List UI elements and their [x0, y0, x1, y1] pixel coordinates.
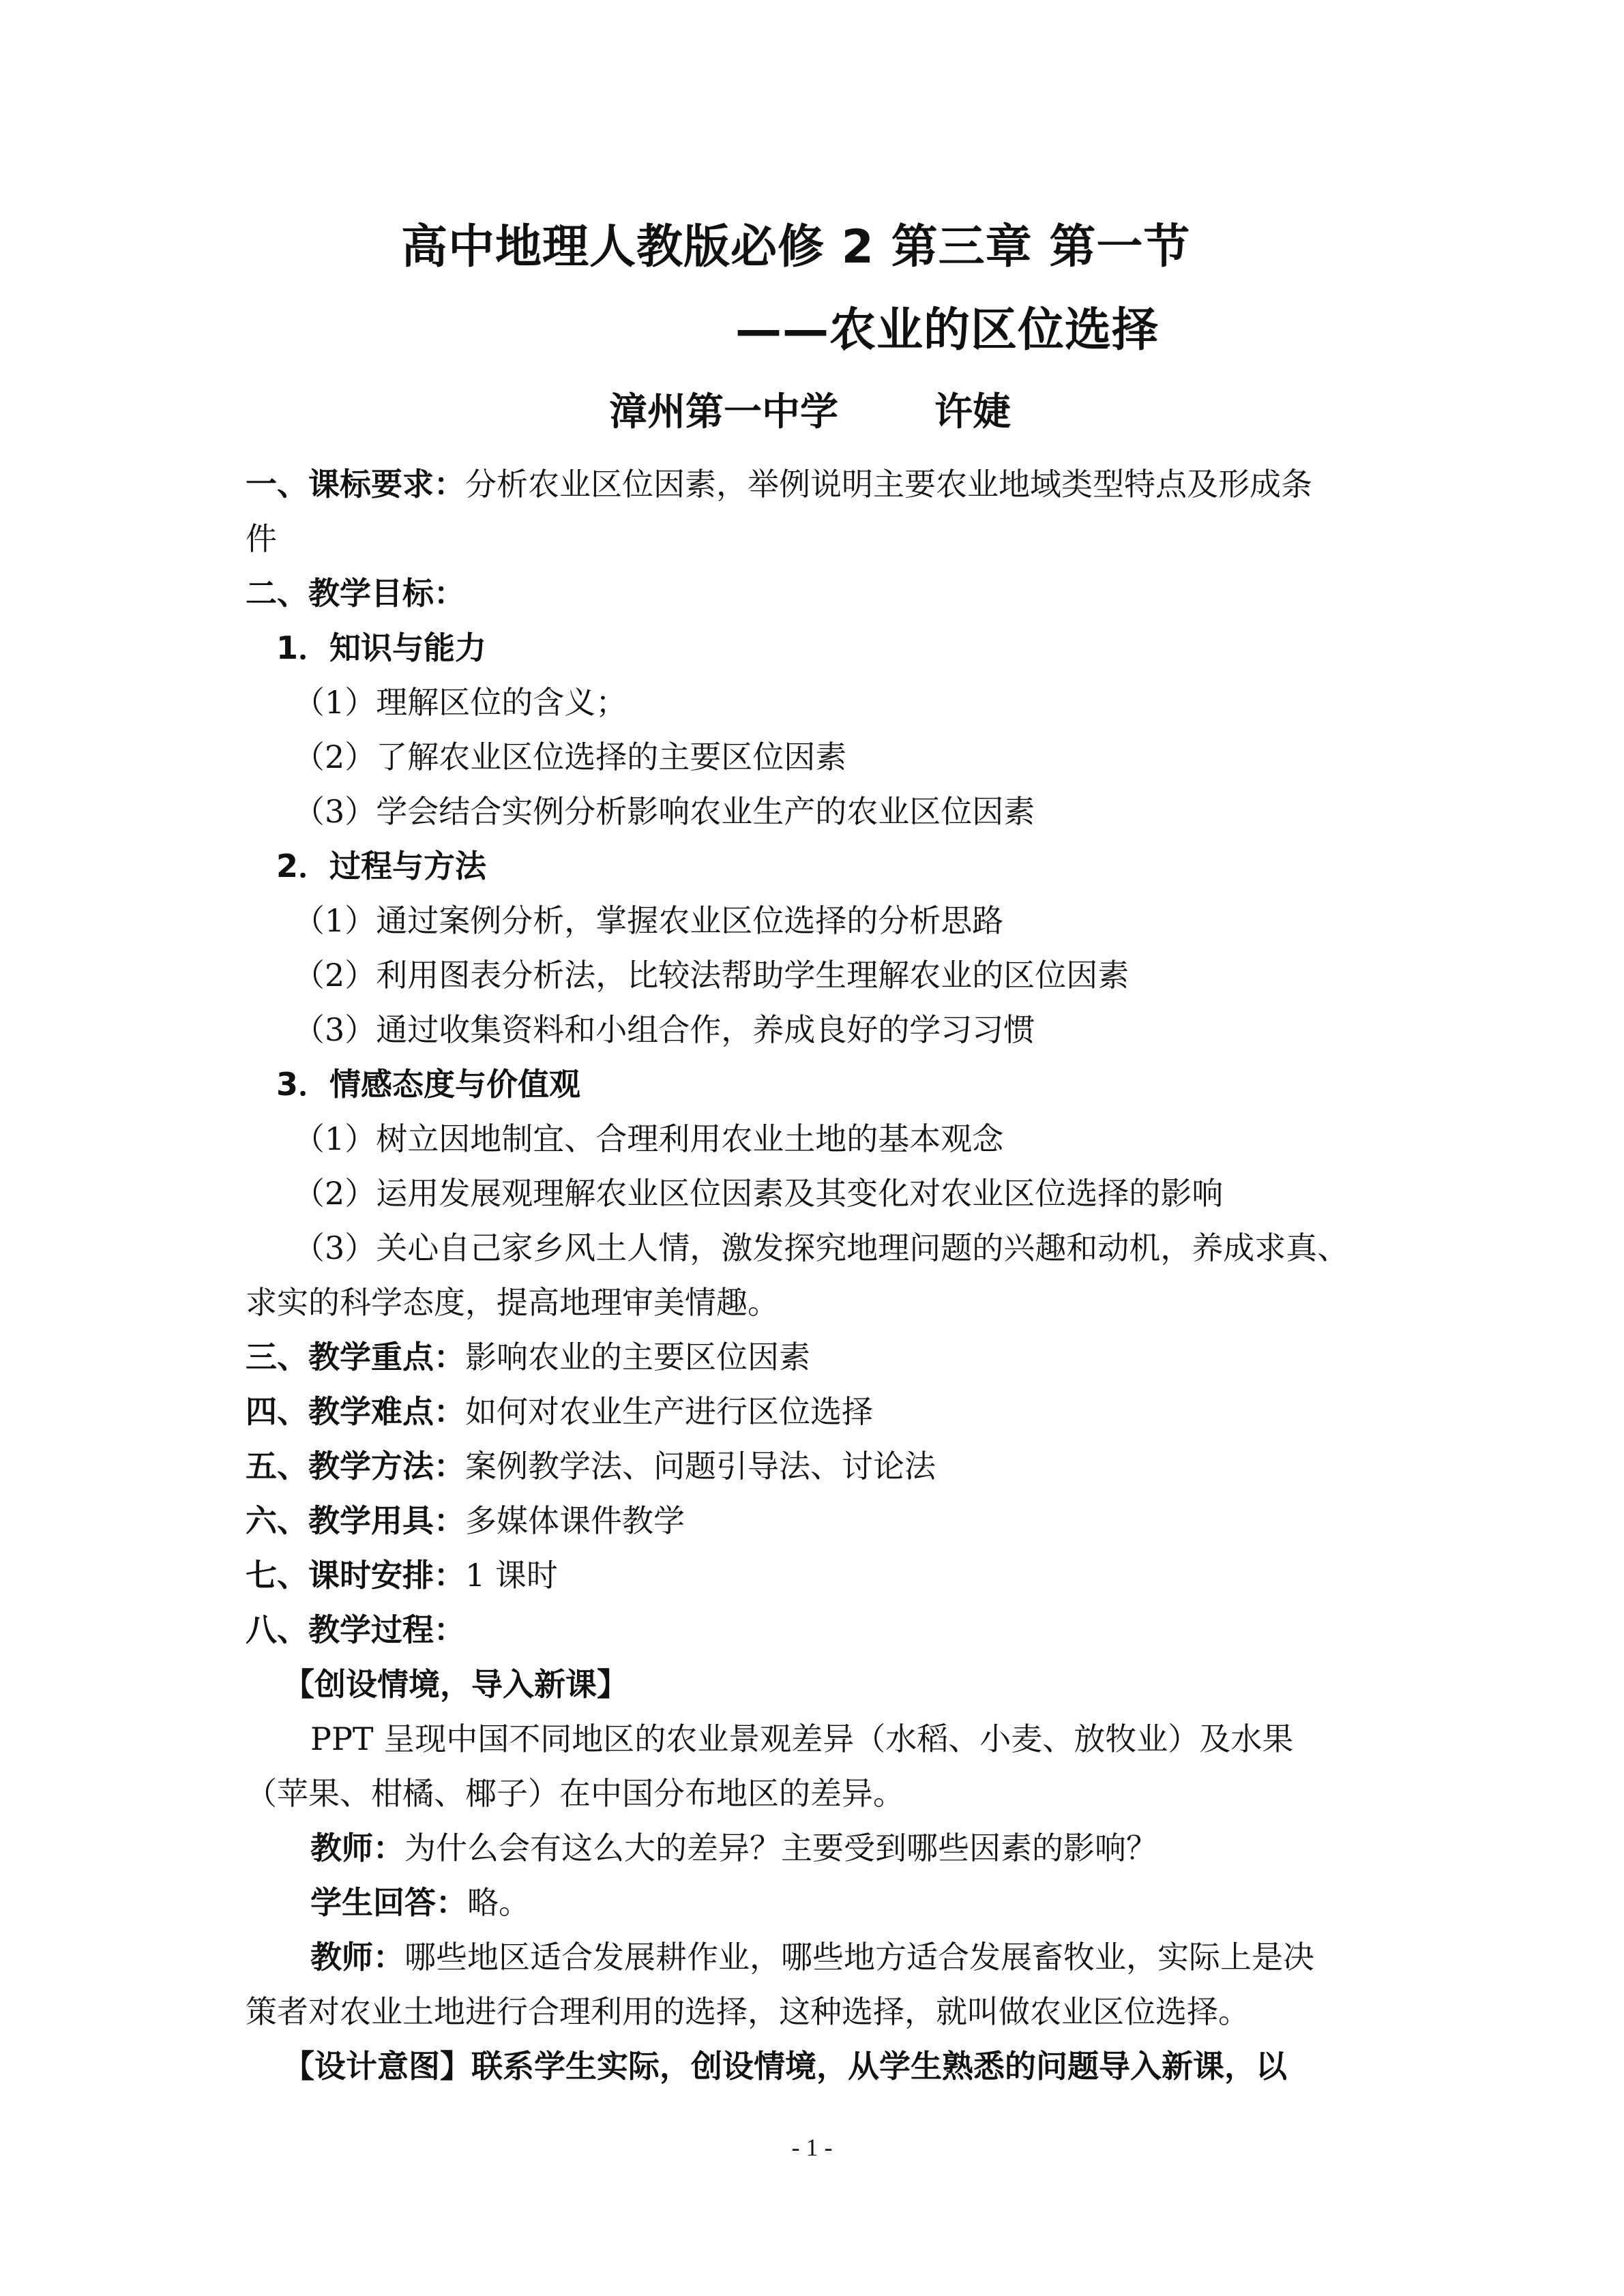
goal-2-item-3: （3）通过收集资料和小组合作，养成良好的学习习惯	[293, 1011, 1035, 1048]
goal-2-item-2: （2）利用图表分析法，比较法帮助学生理解农业的区位因素	[293, 957, 1130, 994]
section-1-label: 一、课标要求：	[246, 466, 465, 503]
intro-heading: 【创设情境，导入新课】	[283, 1666, 628, 1703]
ppt-line-2: （苹果、柑橘、椰子）在中国分布地区的差异。	[246, 1775, 904, 1812]
section-8-label: 八、教学过程：	[246, 1611, 465, 1648]
author-name: 许婕	[934, 390, 1011, 434]
page-number: - 1 -	[791, 2134, 833, 2161]
goal-1-heading: 1．知识与能力	[276, 629, 487, 666]
ppt-line-1: PPT 呈现中国不同地区的农业景观差异（水稻、小麦、放牧业）及水果	[310, 1720, 1294, 1757]
section-1	[246, 465, 1312, 503]
title-line-1: 高中地理人教版必修 2 第三章 第一节	[401, 220, 1191, 274]
goal-3-item-3-cont: 求实的科学态度，提高地理审美情趣。	[246, 1284, 779, 1321]
section-4: 四、教学难点：如何对农业生产进行区位选择	[246, 1393, 873, 1430]
section-1-text: 分析农业区位因素，举例说明主要农业地域类型特点及形成条	[465, 466, 1312, 503]
title-line-2: ——农业的区位选择	[735, 303, 1160, 357]
section-7: 七、课时安排：1 课时	[246, 1557, 558, 1594]
section-6: 六、教学用具：多媒体课件教学	[246, 1502, 685, 1539]
goal-1-item-2: （2）了解农业区位选择的主要区位因素	[293, 739, 847, 775]
author-school: 漳州第一中学	[609, 390, 838, 434]
design-intent: 【设计意图】联系学生实际，创设情境，从学生熟悉的问题导入新课，以	[283, 2048, 1287, 2085]
section-3: 三、教学重点：影响农业的主要区位因素	[246, 1339, 810, 1375]
goal-2-item-1: （1）通过案例分析，掌握农业区位选择的分析思路	[293, 902, 1004, 939]
teacher-question: 教师：为什么会有这么大的差异？主要受到哪些因素的影响？	[310, 1830, 1157, 1866]
section-2-label: 二、教学目标：	[246, 575, 465, 612]
goal-2-heading: 2．过程与方法	[276, 848, 487, 884]
goal-3-heading: 3．情感态度与价值观	[276, 1066, 581, 1103]
goal-3-item-1: （1）树立因地制宜、合理利用农业土地的基本观念	[293, 1120, 1004, 1157]
teacher-answer-1: 教师：哪些地区适合发展耕作业，哪些地方适合发展畜牧业，实际上是决	[310, 1939, 1314, 1976]
goal-3-item-3: （3）关心自己家乡风土人情，激发探究地理问题的兴趣和动机，养成求真、	[293, 1229, 1349, 1266]
goal-1-item-1: （1）理解区位的含义；	[293, 684, 628, 721]
section-5: 五、教学方法：案例教学法、问题引导法、讨论法	[246, 1448, 936, 1485]
student-answer: 学生回答：略。	[310, 1884, 530, 1921]
goal-1-item-3: （3）学会结合实例分析影响农业生产的农业区位因素	[293, 793, 1035, 830]
goal-3-item-2: （2）运用发展观理解农业区位因素及其变化对农业区位选择的影响	[293, 1175, 1224, 1212]
teacher-answer-2: 策者对农业土地进行合理利用的选择，这种选择，就叫做农业区位选择。	[246, 1993, 1250, 2030]
section-1-cont: 件	[246, 520, 277, 557]
